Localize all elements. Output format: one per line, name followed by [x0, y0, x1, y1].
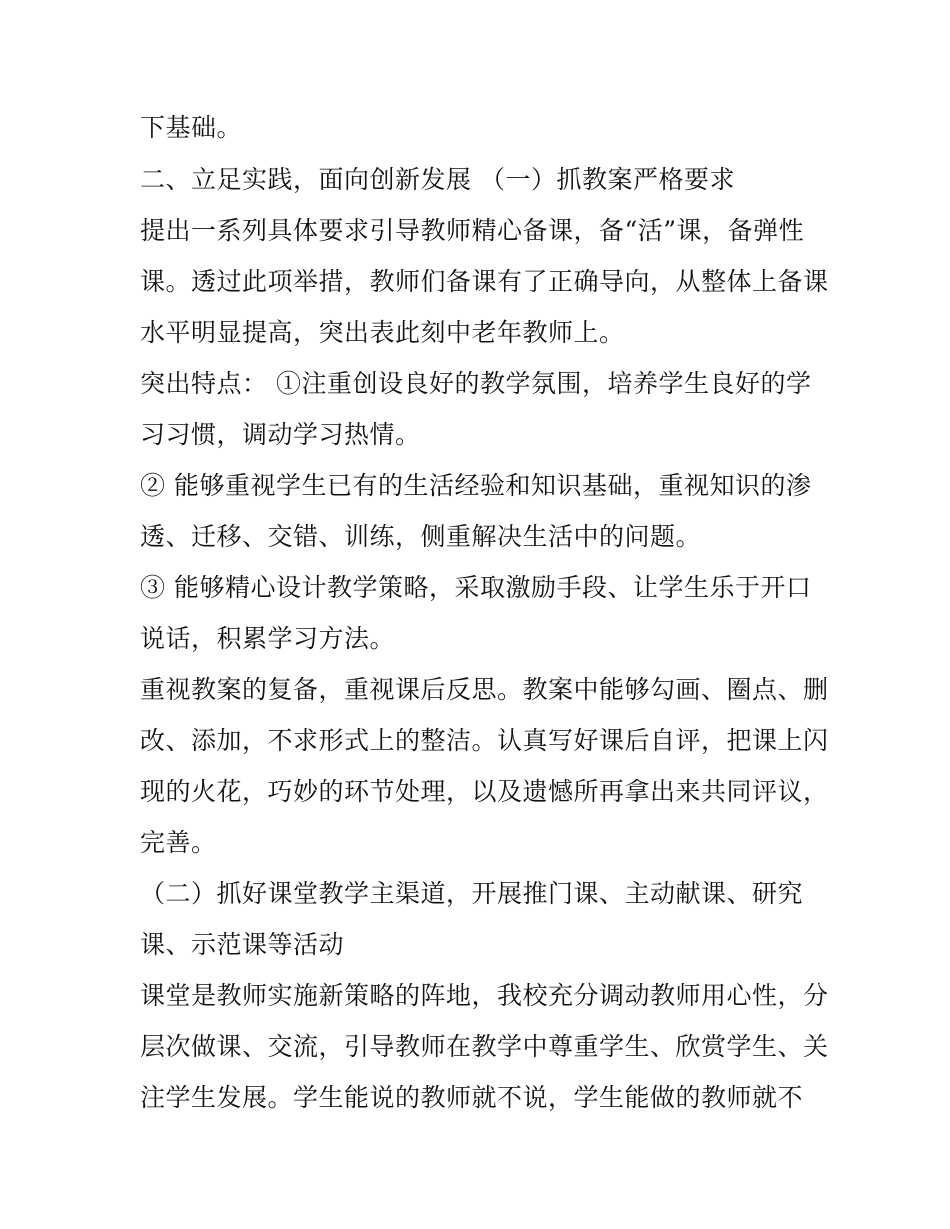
text-line: 完善。: [140, 828, 217, 857]
section-heading: （二）抓好课堂教学主渠道，开展推门课、主动献课、研究: [140, 879, 804, 908]
text-line: 说话，积累学习方法。: [140, 624, 396, 653]
text-line: ③ 能够精心设计教学策略，采取激励手段、让学生乐于开口: [140, 573, 812, 602]
text-line: 提出一系列具体要求引导教师精心备课，备“活”课，备弹性: [140, 216, 805, 245]
text-line: 课堂是教师实施新策略的阵地，我校充分调动教师用心性，分: [140, 981, 829, 1010]
section-heading: 课、示范课等活动: [140, 930, 345, 959]
section-heading: 二、立足实践，面向创新发展 （一）抓教案严格要求: [140, 165, 735, 194]
text-line: 下基础。: [140, 113, 243, 142]
text-line: ② 能够重视学生已有的生活经验和知识基础，重视知识的渗: [140, 471, 812, 500]
text-line: 课。透过此项举措，教师们备课有了正确导向，从整体上备课: [140, 267, 829, 296]
text-line: 突出特点： ①注重创设良好的教学氛围，培养学生良好的学: [140, 369, 812, 398]
text-line: 层次做课、交流，引导教师在教学中尊重学生、欣赏学生、关: [140, 1032, 829, 1061]
text-line: 透、迁移、交错、训练，侧重解决生活中的问题。: [140, 522, 702, 551]
text-line: 注学生发展。学生能说的教师就不说，学生能做的教师就不: [140, 1083, 804, 1112]
text-line: 水平明显提高，突出表此刻中老年教师上。: [140, 318, 625, 347]
text-line: 习习惯，调动学习热情。: [140, 420, 421, 449]
text-line: 现的火花，巧妙的环节处理，以及遗憾所再拿出来共同评议，: [140, 777, 829, 806]
text-line: 改、添加，不求形式上的整洁。认真写好课后自评，把课上闪: [140, 726, 829, 755]
text-line: 重视教案的复备，重视课后反思。教案中能够勾画、圈点、删: [140, 675, 829, 704]
